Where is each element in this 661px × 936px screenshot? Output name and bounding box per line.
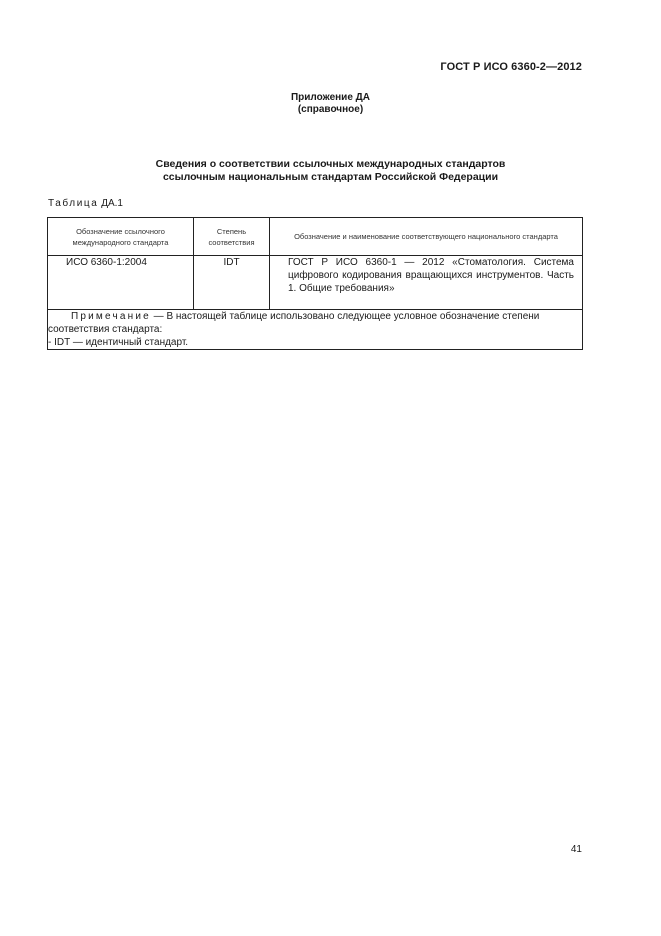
annex-title-line-2: ссылочным национальным стандартам Российской Федерации [162,171,499,183]
table-row [48,256,583,310]
annex-label: Приложение ДА [290,92,371,103]
header-national-standard: Обозначение и наименование соответствующего национального стандарта [270,218,583,256]
cell-degree: IDT [194,256,270,310]
table-note-row [48,310,583,350]
table-note [48,310,583,350]
correspondence-table [47,217,583,350]
table-header-row [48,218,583,256]
annex-title [0,158,661,184]
document-code: ГОСТ Р ИСО 6360-2—2012 [440,61,582,73]
annex-heading [0,92,661,116]
note-label: Примечание [71,311,151,322]
note-body: — В настоящей таблице использовано следующее условное обозначение степени соответствия стандарта: [48,311,540,335]
annex-status: (справочное) [297,104,364,115]
page-number: 41 [570,844,582,855]
cell-national-standard: ГОСТ Р ИСО 6360-1 — 2012 «Стоматология. Система цифрового кодирования вращающихся инструментов. Часть 1. Общие требования» [270,256,583,310]
cell-intl-standard: ИСО 6360-1:2004 [48,256,194,310]
note-item: - IDT — идентичный стандарт. [48,337,189,348]
annex-title-line-1: Сведения о соответствии ссылочных международных стандартов [155,158,506,170]
header-intl-standard: Обозначение ссылочного международного стандарта [48,218,194,256]
table-caption-word: Таблица [48,198,99,209]
note-text [48,310,582,336]
header-degree: Степень соответствия [194,218,270,256]
table-caption-number: ДА.1 [101,198,123,209]
table-caption [48,198,123,209]
